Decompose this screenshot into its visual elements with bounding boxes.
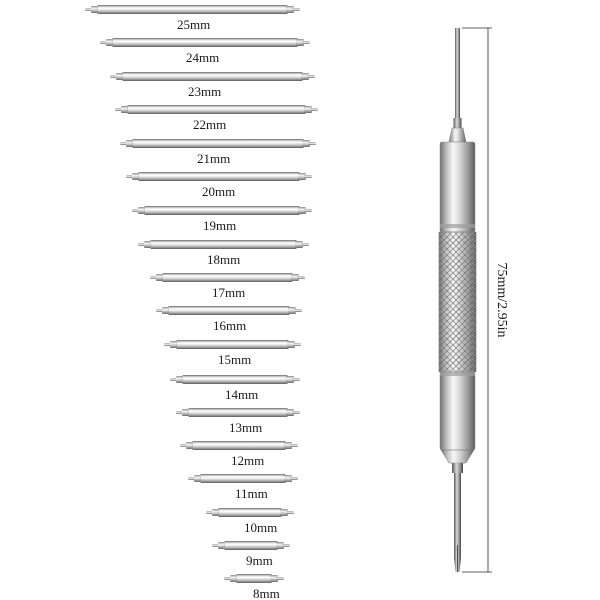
tool-bottom-cap [441,450,474,473]
spring-bar-size-label: 10mm [244,520,278,535]
tool-length-label: 75mm/2.95in [494,262,509,338]
spring-bar-size-label: 11mm [235,486,268,501]
spring-bar-size-label: 13mm [229,420,263,435]
tool-bottom-fork-tip [454,473,461,572]
spring-bar-size-label: 12mm [231,453,265,468]
spring-bar-size-label: 14mm [225,387,259,402]
spring-bar-size-label: 24mm [186,50,220,65]
spring-bar-size-label: 20mm [202,184,236,199]
tool-knurled-grip [439,232,476,372]
spring-bar-size-label: 17mm [212,285,246,300]
spring-bar-size-label: 23mm [188,84,222,99]
spring-bar-size-label: 15mm [218,352,252,367]
spring-bar-size-label: 25mm [177,17,211,32]
spring-bar-size-label: 19mm [203,218,237,233]
tool-lower-barrel [440,372,475,450]
spring-bar-size-label: 16mm [213,318,247,333]
spring-bar-size-label: 22mm [193,117,227,132]
tool-top-cap [449,128,466,142]
spring-bar-size-label: 18mm [207,252,241,267]
spring-bar-size-label: 21mm [197,151,231,166]
spring-bar-size-label: 9mm [246,553,273,568]
tool-top-tip [454,28,462,128]
tool-upper-barrel [440,142,475,232]
spring-bar-size-label: 8mm [253,586,280,600]
